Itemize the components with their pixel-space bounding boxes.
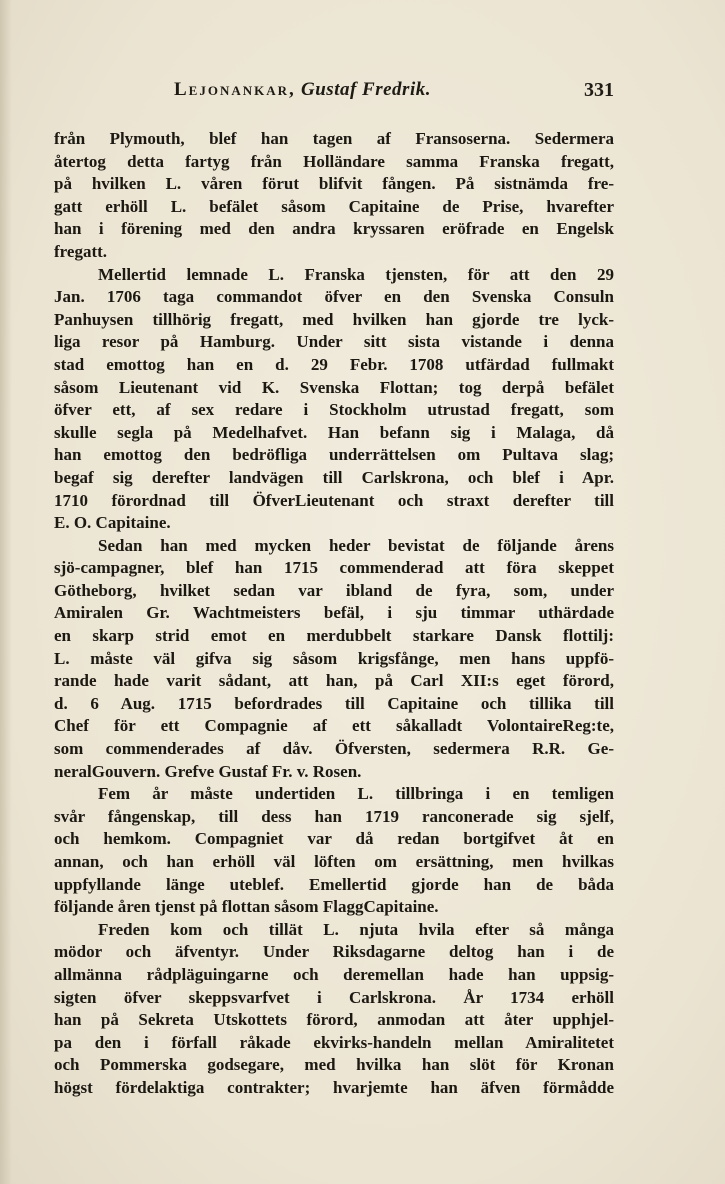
- text-line: skulle segla på Medelhafvet. Han befann sig i Malaga, då: [54, 422, 614, 442]
- text-line: Jan. 1706 taga commandot öfver en den Svenska Consuln: [54, 287, 614, 307]
- text-line: liga resor på Hamburg. Under sitt sista vistande i denna: [54, 332, 614, 352]
- text-line: högst fördelaktiga contrakter; hvarjemte han äfven förmådde: [54, 1077, 614, 1097]
- text-line: han i förening med den andra kryssaren eröfrade en Engelsk: [54, 219, 614, 239]
- text-line: Chef för ett Compagnie af ett såkalladt VolontaireReg:te,: [54, 716, 614, 736]
- text-line: L. måste väl gifva sig såsom krigsfånge, men hans uppfö-: [54, 648, 614, 668]
- text-line: Panhuysen tillhörig fregatt, med hvilken han gjorde tre lyck-: [54, 309, 614, 329]
- text-line: Amiralen Gr. Wachtmeisters befäl, i sju timmar uthärdade: [54, 603, 614, 623]
- text-line: på hvilken L. våren förut blifvit fången. På sistnämda fre-: [54, 174, 614, 194]
- text-line: och hemkom. Compagniet var då redan bortgifvet åt en: [54, 829, 614, 849]
- text-line: sigten öfver skeppsvarfvet i Carlskrona. År 1734 erhöll: [54, 987, 614, 1007]
- text-line: mödor och äfventyr. Under Riksdagarne deltog han i de: [54, 942, 614, 962]
- text-line: Freden kom och tillät L. njuta hvila efter så många: [98, 919, 614, 939]
- text-line: han emottog den bedröfliga underrättelsen om Pultava slag;: [54, 445, 614, 465]
- text-line: allmänna rådpläguingarne och deremellan hade han uppsig-: [54, 964, 614, 984]
- text-line: och Pommerska godsegare, med hvilka han slöt för Kronan: [54, 1055, 614, 1075]
- text-line: öfver ett, af sex redare i Stockholm utrustad fregatt, som: [54, 400, 614, 420]
- text-line: fregatt.: [54, 241, 108, 261]
- body-text: [54, 128, 614, 1100]
- text-line: från Plymouth, blef han tagen af Fransoserna. Sedermera: [54, 129, 614, 148]
- text-line: d. 6 Aug. 1715 befordrades till Capitaine och tillika till: [54, 693, 614, 713]
- text-line: som commenderades af dåv. Öfversten, sedermera R.R. Ge-: [54, 739, 614, 759]
- text-line: svår fångenskap, till dess han 1719 ranconerade sig sjelf,: [54, 806, 614, 826]
- text-line: rande hade varit sådant, att han, på Carl XII:s eget förord,: [54, 671, 614, 691]
- text-line: en skarp strid emot en merdubbelt starkare Dansk flottilj:: [54, 626, 614, 646]
- text-line: han på Sekreta Utskottets förord, anmodan att åter upphjel-: [54, 1010, 614, 1030]
- text-line: Mellertid lemnade L. Franska tjensten, för att den 29: [98, 264, 614, 284]
- text-line: Fem år måste undertiden L. tillbringa i en temligen: [98, 784, 614, 804]
- text-line: pa den i förfall råkade ekvirks-handeln mellan Amiralitetet: [54, 1032, 614, 1052]
- page-gutter-shadow: [0, 0, 12, 1184]
- text-line: uppfyllande länge uteblef. Emellertid gjorde han de båda: [54, 874, 614, 894]
- running-title: [174, 79, 431, 101]
- text-line: neralGouvern. Grefve Gustaf Fr. v. Rosen.: [54, 761, 362, 781]
- text-line: sjö-campagner, blef han 1715 commenderad att föra skeppet: [54, 558, 614, 578]
- text-line: följande åren tjenst på flottan såsom FlaggCapitaine.: [54, 897, 439, 917]
- text-line: 1710 förordnad till ÖfverLieutenant och straxt derefter till: [54, 490, 614, 510]
- text-line: Götheborg, hvilket sedan var ibland de fyra, som, under: [54, 580, 614, 600]
- running-title-given-names: Gustaf Fredrik.: [301, 79, 431, 100]
- page-number: 331: [584, 79, 614, 101]
- text-line: annan, och han erhöll väl löften om ersättning, men hvilkas: [54, 852, 614, 871]
- text-line: Sedan han med mycken heder bevistat de följande årens: [98, 535, 614, 555]
- text-line: stad emottog han en d. 29 Febr. 1708 utfärdad fullmakt: [54, 354, 614, 374]
- running-title-name: Lejonankar,: [174, 79, 296, 100]
- running-header: [174, 79, 614, 109]
- text-line: E. O. Capitaine.: [54, 513, 171, 533]
- text-line: begaf sig derefter landvägen till Carlskrona, och blef i Apr.: [54, 467, 614, 487]
- text-line: gatt erhöll L. befälet såsom Capitaine de Prise, hvarefter: [54, 196, 614, 216]
- text-line: återtog detta fartyg från Holländare samma Franska fregatt,: [54, 151, 614, 171]
- text-line: såsom Lieutenant vid K. Svenska Flottan; tog derpå befälet: [54, 377, 614, 397]
